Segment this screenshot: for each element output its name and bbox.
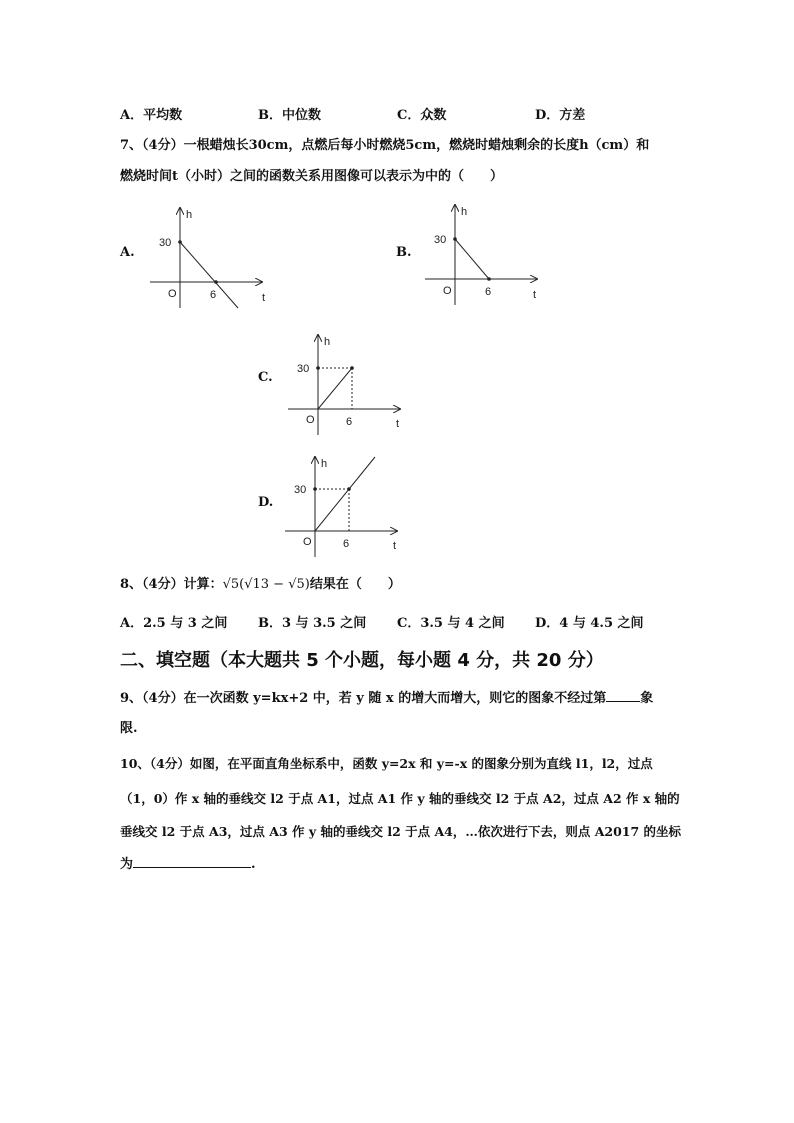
- origin-label: O: [443, 285, 452, 297]
- q10-prefix: 为: [120, 857, 134, 872]
- q7-graph-d-label: D.: [258, 495, 274, 510]
- x-tick-label: 6: [346, 416, 353, 428]
- q6-option-c: C．众数: [397, 108, 447, 123]
- origin-label: O: [306, 414, 315, 426]
- q8-stem: [120, 573, 401, 592]
- origin-label: O: [168, 288, 177, 300]
- x-tick-label: 6: [485, 286, 492, 298]
- q7-stem-line2: 燃烧时间t（小时）之间的函数关系用图像可以表示为中的（ ）: [120, 169, 504, 184]
- point-30: [316, 366, 320, 370]
- q7-graph-b-label: B.: [396, 245, 412, 260]
- section-heading: 二、填空题（本大题共 5 个小题，每小题 4 分，共 20 分）: [120, 650, 604, 671]
- q8-option-b: B．3 与 3.5 之间: [258, 616, 367, 631]
- point-6: [214, 280, 218, 284]
- point-30: [178, 240, 182, 244]
- axis-h-label: h: [321, 458, 328, 470]
- x-tick-label: 6: [343, 538, 350, 550]
- q10-line3: 垂线交 l2 于点 A3，过点 A3 作 y 轴的垂线交 l2 于点 A4，…依次进行下去，则点 A2017 的坐标: [120, 824, 682, 839]
- q7-graph-b: [415, 197, 555, 312]
- q8-expression: √5(√13 − √5): [222, 577, 310, 592]
- q8-option-d: D．4 与 4.5 之间: [535, 616, 644, 631]
- point-30: [313, 487, 317, 491]
- point-6-30: [347, 487, 351, 491]
- axis-t-label: t: [262, 292, 266, 304]
- axis-h-label: h: [186, 209, 193, 221]
- q10-line2: （1，0）作 x 轴的垂线交 l2 于点 A1，过点 A1 作 y 轴的垂线交 l2 于点 A2，过点 A2 作 x 轴的: [120, 791, 680, 806]
- q10-answer-blank[interactable]: [133, 867, 251, 868]
- axis-t-label: t: [396, 418, 400, 430]
- axis-t-label: t: [533, 289, 537, 301]
- point-6-30: [350, 366, 354, 370]
- q7-graph-c: [278, 330, 418, 440]
- x-tick-label: 6: [210, 289, 217, 301]
- graph-line: [455, 239, 489, 279]
- axis-h-label: h: [324, 336, 331, 348]
- q9-answer-blank[interactable]: [606, 701, 640, 702]
- axis-t-label: t: [393, 540, 397, 552]
- q8-prefix: 8、（4分）计算：: [120, 577, 223, 592]
- q9-line2: 限.: [120, 721, 138, 736]
- q10-suffix: .: [251, 857, 256, 872]
- q7-graph-c-label: C.: [258, 370, 273, 385]
- q7-stem-line1: 7、（4分）一根蜡烛长30cm，点燃后每小时燃烧5cm，燃烧时蜡烛剩余的长度h（cm）和: [120, 138, 650, 153]
- q8-option-a: A．2.5 与 3 之间: [120, 616, 228, 631]
- q10-line1: 10、（4分）如图，在平面直角坐标系中，函数 y=2x 和 y=-x 的图象分别为直线 l1，l2，过点: [120, 756, 653, 771]
- graph-line: [180, 242, 238, 308]
- point-6: [487, 277, 491, 281]
- origin-label: O: [303, 536, 312, 548]
- q9-text-end: 象: [640, 691, 654, 706]
- q10-line4: [120, 853, 256, 872]
- graph-line: [318, 368, 352, 409]
- q6-option-b: B．中位数: [258, 108, 321, 123]
- point-30: [453, 237, 457, 241]
- y-tick-label: 30: [297, 363, 310, 375]
- q9-line1: [120, 687, 653, 706]
- y-tick-label: 30: [294, 484, 307, 496]
- q7-graph-d: [275, 452, 415, 562]
- q9-text: 9、（4分）在一次函数 y=kx+2 中，若 y 随 x 的增大而增大，则它的图象不经过第: [120, 691, 607, 706]
- q7-graph-a: [140, 200, 280, 315]
- q8-option-c: C．3.5 与 4 之间: [397, 616, 505, 631]
- q7-graph-a-label: A.: [120, 245, 135, 260]
- q6-option-a: A．平均数: [120, 108, 183, 123]
- y-tick-label: 30: [434, 234, 447, 246]
- q6-option-d: D．方差: [535, 108, 586, 123]
- axis-h-label: h: [461, 206, 468, 218]
- y-tick-label: 30: [159, 237, 172, 249]
- q8-suffix: 结果在（ ）: [309, 577, 401, 592]
